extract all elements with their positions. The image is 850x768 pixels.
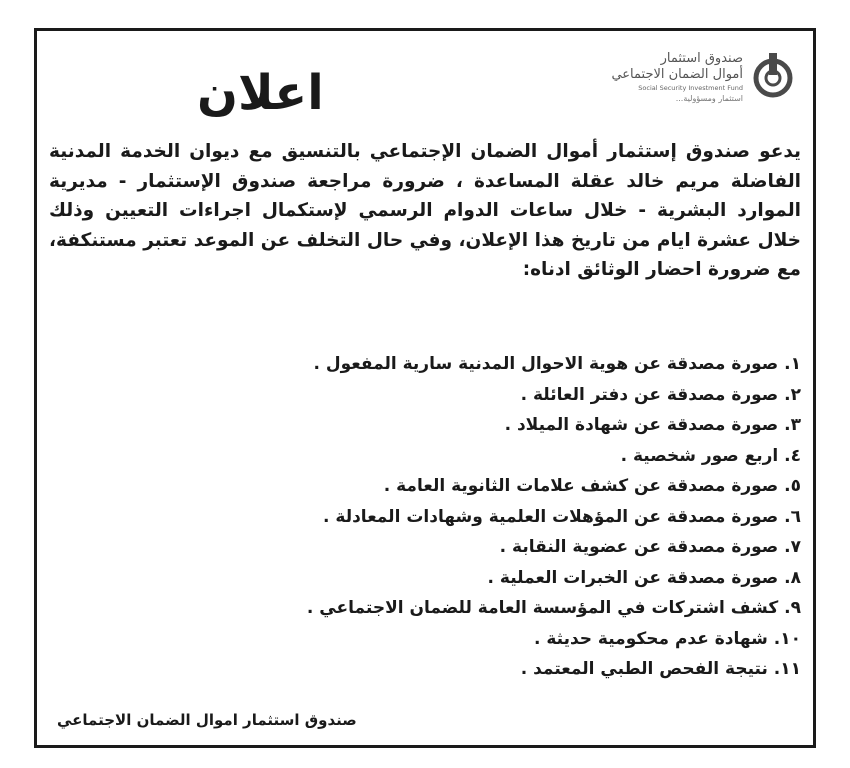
announcement-content xyxy=(49,39,801,737)
list-item: ١١. نتيجة الفحص الطبي المعتمد . xyxy=(520,659,801,679)
list-item: ٣. صورة مصدقة عن شهادة الميلاد . xyxy=(504,415,801,435)
list-item: ٧. صورة مصدقة عن عضوية النقابة . xyxy=(499,537,801,557)
list-item: ٩. كشف اشتركات في المؤسسة العامة للضمان الاجتماعي . xyxy=(306,598,801,618)
fund-logo-icon xyxy=(751,51,795,101)
logo-name-line2: أموال الضمان الاجتماعي xyxy=(611,67,743,82)
title-text: اعلان xyxy=(197,65,324,121)
logo-name-english: Social Security Investment Fund xyxy=(638,84,743,92)
body-paragraph: يدعو صندوق إستثمار أموال الضمان الإجتماعي بالتنسيق مع ديوان الخدمة المدنية الفاضلة مريم خالد عقلة المساعدة ، ضرورة مراجعة صندوق الإستثمار - مديرية الموارد البشرية - خلال ساعات الدوام الرسمي لإستكمال اجراءات التعيين وذلك خلال عشرة ايام من تاريخ هذا الإعلان، وفي حال التخلف عن الموعد تعتبر مستنكفة، مع ضرورة احضار الوثائق ادناه: xyxy=(49,141,801,280)
list-item: ٦. صورة مصدقة عن المؤهلات العلمية وشهادات المعادلة . xyxy=(323,506,801,527)
logo-tagline: استثمار ومسؤولية... xyxy=(675,94,743,103)
signature: صندوق استثمار اموال الضمان الاجتماعي xyxy=(57,711,357,729)
list-item: ٨. صورة مصدقة عن الخبرات العملية . xyxy=(487,567,801,588)
list-item: ٤. اربع صور شخصية . xyxy=(620,445,801,466)
logo-name-line1: صندوق استثمار xyxy=(660,51,743,66)
list-item: ٢. صورة مصدقة عن دفتر العائلة . xyxy=(520,384,801,405)
list-item: ١٠. شهادة عدم محكومية حديثة . xyxy=(533,628,801,649)
list-item: ١. صورة مصدقة عن هوية الاحوال المدنية سارية المفعول . xyxy=(313,354,801,374)
fund-logo xyxy=(585,45,795,125)
announcement-title xyxy=(197,65,324,121)
announcement-body xyxy=(49,137,801,285)
documents-list xyxy=(307,349,801,685)
list-item: ٥. صورة مصدقة عن كشف علامات الثانوية العامة . xyxy=(383,476,801,496)
announcement-frame xyxy=(34,28,816,748)
